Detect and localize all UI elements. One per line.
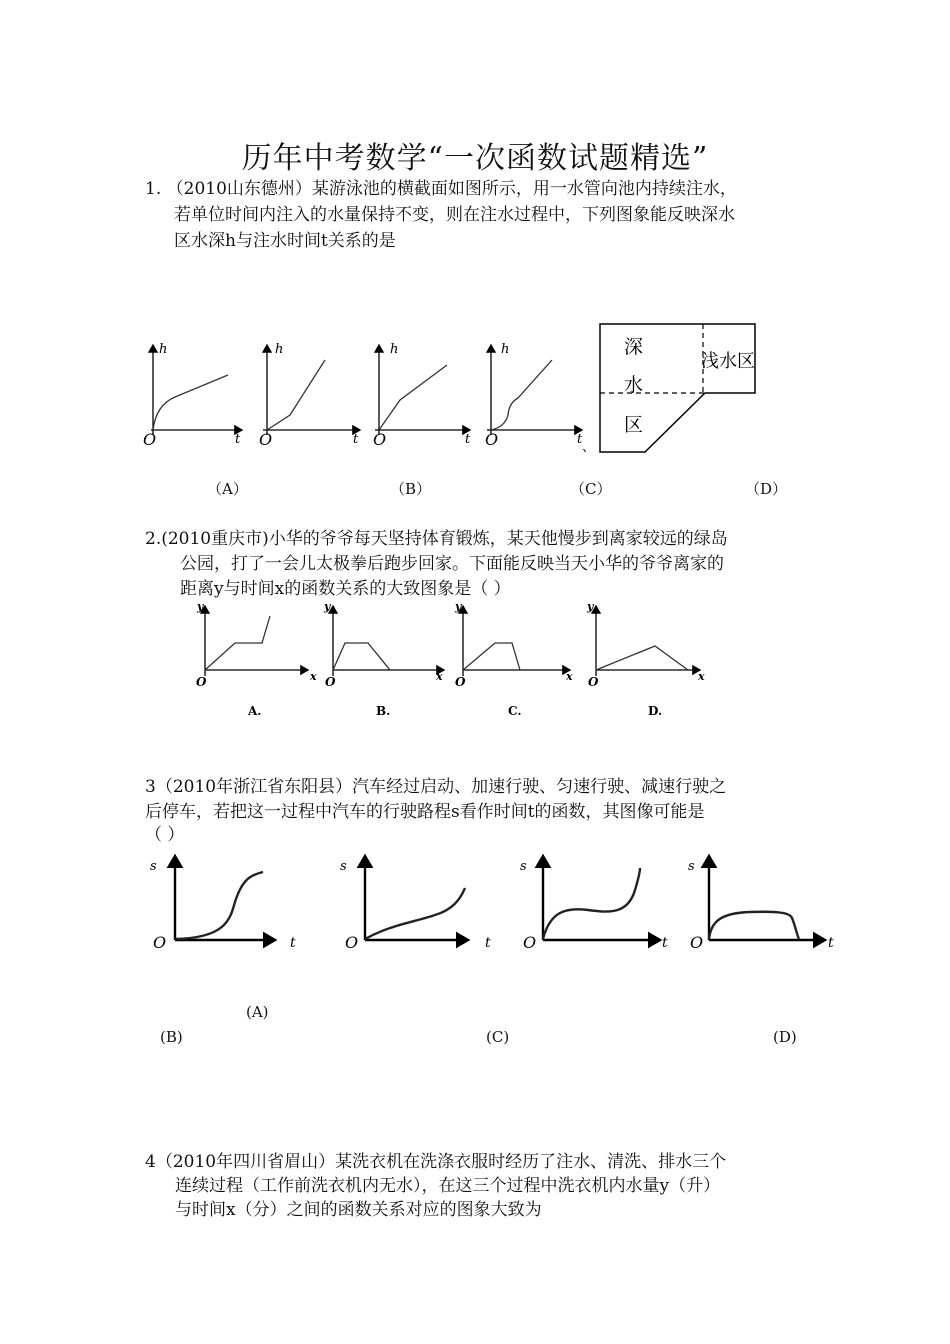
q1-graph-b (259, 342, 360, 449)
q1-stray-mark: 、 (582, 440, 596, 455)
q4-line-3: 与时间x（分）之间的函数关系对应的图象大致为 (175, 1200, 542, 1220)
q1-option-a: （A） (207, 480, 248, 498)
q3-a-origin-label: O (153, 933, 167, 952)
q3-c-xaxis-label: t (662, 935, 668, 951)
q1-graph-c (373, 342, 471, 449)
q3-option-a: (A) (246, 1003, 269, 1021)
q3-c-yaxis-label: s (520, 859, 527, 874)
q3-c-origin-label: O (523, 933, 537, 952)
q3-option-c: (C) (486, 1028, 510, 1046)
q2-b-xaxis-label: x (436, 670, 443, 683)
q1-option-c: （C） (570, 480, 612, 498)
q2-d-option-label: D. (648, 704, 663, 718)
q3-line-2: 后停车，若把这一过程中汽车的行驶路程s看作时间t的函数，其图像可能是 (145, 802, 705, 822)
q3-option-b: (B) (160, 1028, 183, 1046)
q3-graph-a (150, 856, 296, 952)
q4-line-2: 连续过程（工作前洗衣机内无水），在这三个过程中洗衣机内水量y（升） (175, 1176, 721, 1196)
q1-line-2: 若单位时间内注入的水量保持不变，则在注水过程中，下列图象能反映深水 (174, 205, 735, 225)
q1-d-xaxis-label: t (577, 432, 583, 447)
q2-c-xaxis-label: x (566, 670, 573, 683)
q1-b-origin-label: O (259, 430, 273, 449)
q1-a-xaxis-label: t (235, 432, 241, 447)
q2-d-xaxis-label: x (698, 670, 705, 683)
q3-graph-c (520, 856, 668, 952)
q3-b-origin-label: O (345, 933, 359, 952)
q2-c-origin-label: O (455, 675, 466, 689)
q2-b-option-label: B. (376, 704, 391, 718)
q2-d-yaxis-label: y (587, 600, 594, 613)
q2-a-origin-label: O (196, 675, 207, 689)
q1-c-xaxis-label: t (465, 432, 471, 447)
q4-line-1: 4（2010年四川省眉山）某洗衣机在洗涤衣服时经历了注水、清洗、排水三个 (145, 1152, 727, 1172)
q1-b-yaxis-label: h (275, 342, 284, 357)
q3-b-yaxis-label: s (340, 859, 347, 874)
q1-line-1: 1. （2010山东德州）某游泳池的横截面如图所示，用一水管向池内持续注水， (145, 179, 737, 199)
pool-deep-label-3: 区 (624, 414, 644, 436)
q2-c-option-label: C. (508, 704, 522, 718)
q1-b-xaxis-label: t (353, 432, 359, 447)
q2-line-1: 2.(2010重庆市)小华的爷爷每天坚持体育锻炼，某天他慢步到离家较远的绿岛 (145, 529, 728, 549)
page-title: 历年中考数学“一次函数试题精选” (241, 141, 709, 176)
q1-a-origin-label: O (143, 430, 157, 449)
q3-d-yaxis-label: s (688, 859, 695, 874)
q1-c-yaxis-label: h (390, 342, 399, 357)
q2-d-origin-label: O (588, 675, 599, 689)
q1-c-origin-label: O (373, 430, 387, 449)
q2-graph-c (454, 600, 573, 718)
q1-graph-d (485, 342, 595, 455)
q3-option-d: (D) (773, 1028, 797, 1046)
q1-pool-diagram (600, 324, 755, 452)
q2-figures (180, 598, 720, 723)
q1-figures (135, 315, 775, 465)
q2-c-yaxis-label: y (455, 600, 462, 613)
q3-a-yaxis-label: s (150, 859, 157, 874)
pool-deep-label-1: 深 (624, 336, 644, 358)
q2-a-yaxis-label: y (197, 600, 204, 613)
q1-line-3: 区水深h与注水时间t关系的是 (174, 231, 396, 251)
q1-option-b: （B） (390, 480, 432, 498)
q2-a-option-label: A. (248, 704, 262, 718)
q2-graph-d (586, 600, 705, 718)
q3-d-xaxis-label: t (828, 935, 834, 951)
q1-graph-a (143, 342, 242, 449)
pool-shallow-label: 浅水区 (701, 351, 755, 372)
q3-b-xaxis-label: t (485, 935, 491, 951)
q3-line-1: 3（2010年浙江省东阳县）汽车经过启动、加速行驶、匀速行驶、减速行驶之 (145, 777, 727, 797)
q2-b-origin-label: O (325, 675, 336, 689)
q2-graph-b (323, 600, 444, 718)
q3-graph-b (340, 856, 491, 952)
q3-graph-d (688, 856, 834, 952)
q2-line-3: 距离y与时间x的函数关系的大致图象是（ ） (180, 579, 511, 599)
q1-option-d: （D） (745, 480, 788, 498)
q3-d-origin-label: O (690, 933, 704, 952)
q3-line-3: （ ） (145, 825, 185, 845)
q2-b-yaxis-label: y (324, 600, 331, 613)
q3-figures (140, 850, 840, 960)
q2-line-2: 公园，打了一会儿太极拳后跑步回家。下面能反映当天小华的爷爷离家的 (180, 554, 724, 574)
q3-a-xaxis-label: t (290, 935, 296, 951)
q1-d-yaxis-label: h (501, 342, 510, 357)
q2-a-xaxis-label: x (310, 670, 317, 683)
pool-deep-label-2: 水 (624, 374, 644, 396)
q1-a-yaxis-label: h (159, 342, 168, 357)
q2-graph-a (196, 600, 317, 718)
q1-d-origin-label: O (485, 430, 499, 449)
